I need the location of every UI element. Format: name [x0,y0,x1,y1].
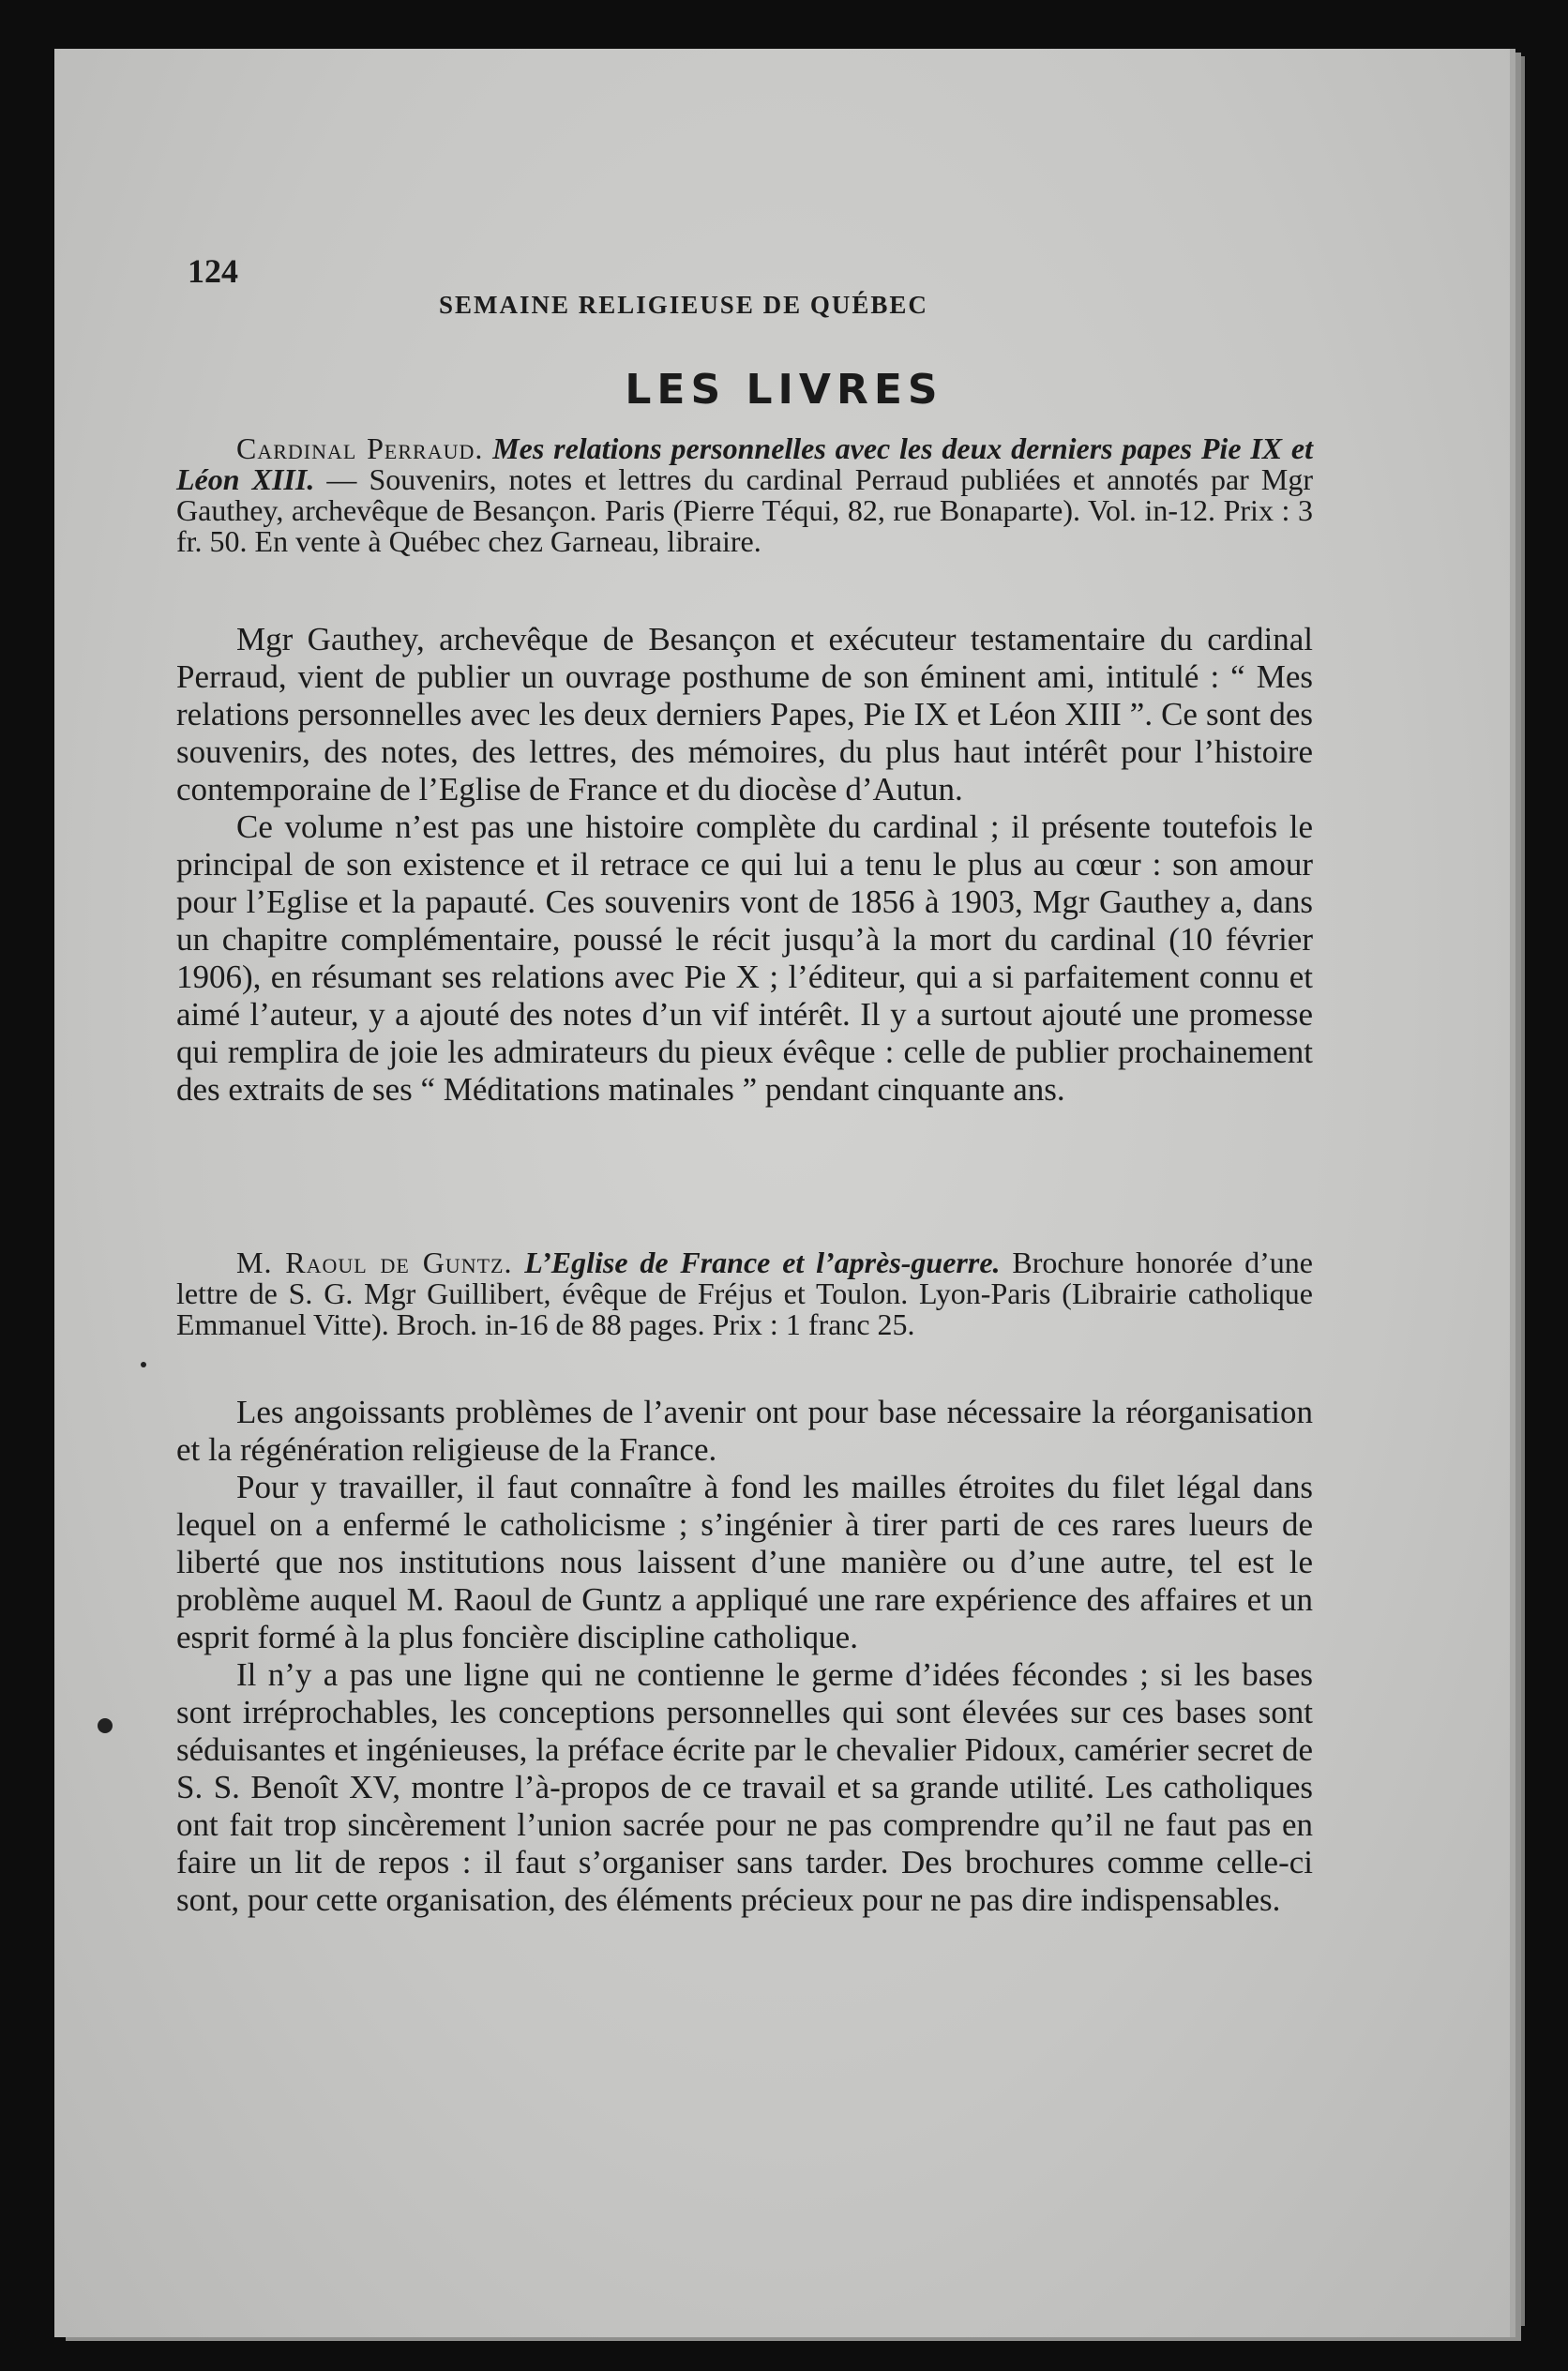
review2-title: L’Eglise de France et l’après-guerre. [524,1246,1001,1279]
review1-citation [176,433,1313,557]
review2-citation [176,1247,1313,1340]
review2-paragraph: Il n’y a pas une ligne qui ne contienne le germe d’idées fécondes ; si les bases sont irréprochables, les conceptions personnelles qui sont élevées sur ces bases sont séduisantes et ingénieuses, la préface écrite par le chevalier Pidoux, camérier secret de S. S. Benoît XV, montre l’à-propos de ce travail et sa grande utilité. Les catholiques ont fait trop sincèrement l’union sacrée pour ne pas comprendre qu’il ne faut pas en faire un lit de repos : il faut s’organiser sans tarder. Des brochures comme celle-ci sont, pour cette organisation, des éléments précieux pour ne pas dire indispensables. [176,1656,1313,1918]
review1-author: Cardinal Perraud. [236,431,484,465]
review1-paragraph: Mgr Gauthey, archevêque de Besançon et exécuteur testamentaire du cardinal Perraud, vient de publier un ouvrage posthume de son éminent ami, intitulé : “ Mes relations personnelles avec les deux derniers Papes, Pie IX et Léon XIII ”. Ce sont des souvenirs, des notes, des lettres, des mémoires, du plus haut intérêt pour l’histoire contemporaine de l’Eglise de France et du diocèse d’Autun. [176,621,1313,808]
review2-paragraph: Pour y travailler, il faut connaître à fond les mailles étroites du filet légal dans lequel on a enfermé le catholicisme ; s’ingénier à tirer parti de ces rares lueurs de liberté que nos institutions nous laissent d’une manière ou d’une autre, tel est le problème auquel M. Raoul de Guntz a appliqué une rare expérience des affaires et un esprit formé à la plus foncière discipline catholique. [176,1469,1313,1655]
ink-speck [141,1362,146,1367]
running-head [188,225,1313,319]
journal-title: SEMAINE RELIGIEUSE DE QUÉBEC [439,291,928,319]
review1-paragraph: Ce volume n’est pas une histoire complète du cardinal ; il présente toutefois le principal de son existence et il retrace ce qui lui a tenu le plus au cœur : son amour pour l’Eglise et la papauté. Ces souvenirs vont de 1856 à 1903, Mgr Gauthey a, dans un chapitre complémentaire, poussé le récit jusqu’à la mort du cardinal (10 février 1906), en résumant ses relations avec Pie X ; l’éditeur, qui a si parfaitement connu et aimé l’auteur, y a ajouté des notes d’un vif intérêt. Il y a surtout ajouté une promesse qui remplira de joie les admirateurs du pieux évêque : celle de publier prochainement des extraits de ses “ Méditations matinales ” pendant cinquante ans. [176,808,1313,1108]
review2-paragraph: Les angoissants problèmes de l’avenir ont pour base nécessaire la réorganisation et la régénération religieuse de la France. [176,1394,1313,1468]
section-title: LES LIVRES [625,366,943,414]
review2-body [176,1394,1313,1919]
review1-body [176,621,1313,1109]
page-number: 124 [188,252,238,290]
ink-speck [98,1718,113,1733]
review1-title: Mes relations personnelles avec les deux derniers papes Pie IX et Léon XIII. [176,431,1314,496]
review1-details: — Souvenirs, notes et lettres du cardinal Perraud publiées et annotés par Mgr Gauthey, archevêque de Besançon. Paris (Pierre Téqui, 82, rue Bonaparte). Vol. in-12. Prix : 3 fr. 50. En vente à Québec chez Garneau, libraire. [176,462,1314,558]
review2-author: M. Raoul de Guntz. [236,1246,513,1279]
review2-details: Brochure honorée d’une lettre de S. G. Mgr Guillibert, évêque de Fréjus et Toulon. Lyon-Paris (Librairie catholique Emmanuel Vitte). Broch. in-16 de 88 pages. Prix : 1 franc 25. [176,1246,1314,1341]
